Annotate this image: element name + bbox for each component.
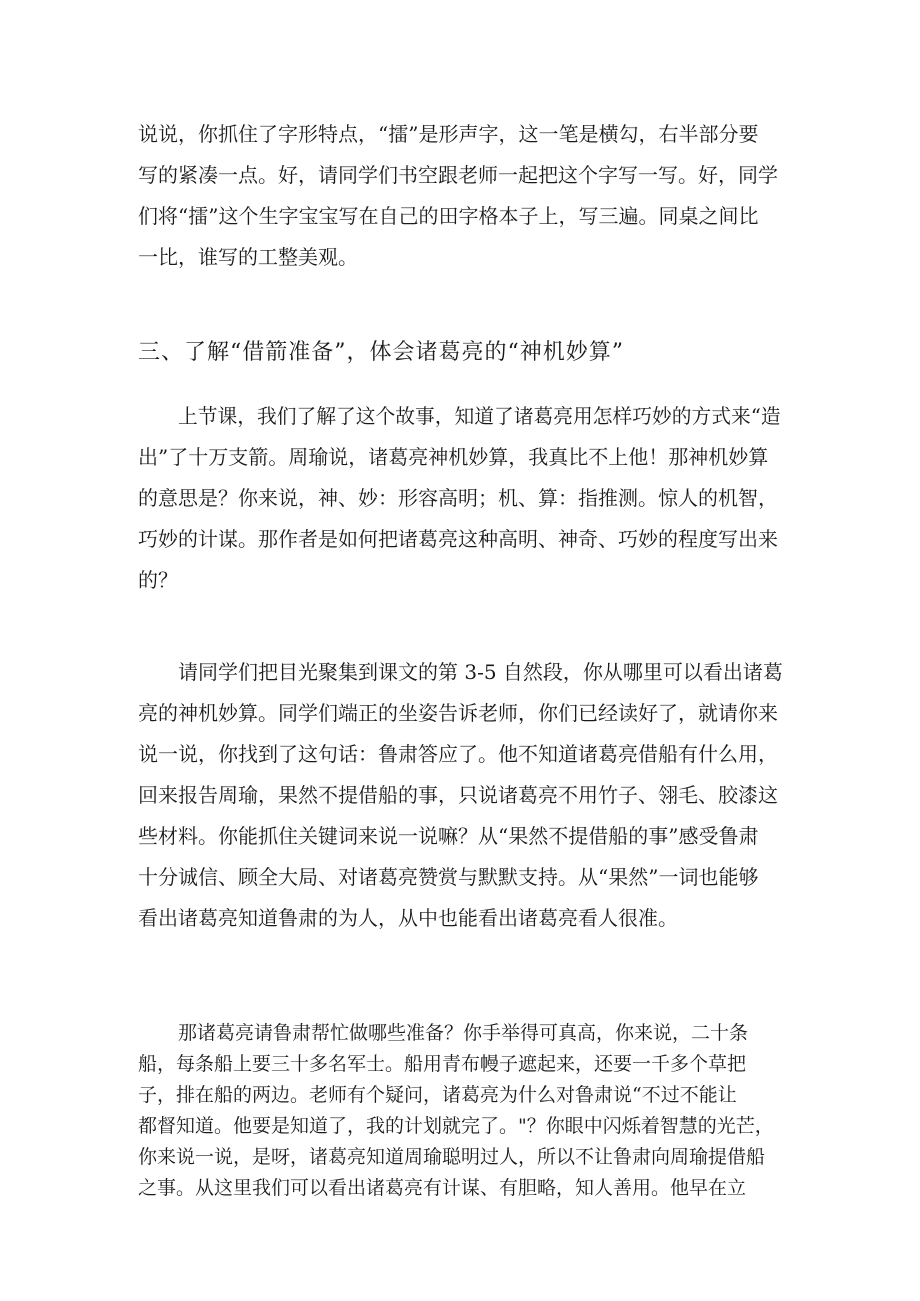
text-line: 十分诚信、顾全大局、对诸葛亮赞赏与默默支持。从“果然”一词也能够 bbox=[138, 865, 759, 889]
text-line: 都督知道。他要是知道了，我的计划就完了。"？你眼中闪烁着智慧的光芒， bbox=[138, 1115, 774, 1137]
text-line: 那诸葛亮请鲁肃帮忙做哪些准备？你手举得可真高，你来说，二十条 bbox=[178, 1022, 749, 1044]
text-line: 子，排在船的两边。老师有个疑问，诸葛亮为什么对鲁肃说“不过不能让 bbox=[138, 1084, 737, 1106]
text-line: 上节课，我们了解了这个故事，知道了诸葛亮用怎样巧妙的方式来“造 bbox=[178, 405, 781, 428]
text-line: 你来说一说，是呀，诸葛亮知道周瑜聪明过人，所以不让鲁肃向周瑜提借船 bbox=[138, 1146, 766, 1168]
text-line: 们将“擂”这个生字宝宝写在自己的田字格本子上，写三遍。同桌之间比 bbox=[138, 204, 759, 228]
text-line: 写的紧凑一点。好，请同学们书空跟老师一起把这个字写一写。好，同学 bbox=[138, 163, 778, 187]
text-line: 的意思是？你来说，神、妙：形容高明；机、算：指推测。惊人的机智， bbox=[138, 486, 778, 510]
text-line: 船，每条船上要三十多名军士。船用青布幔子遮起来，还要一千多个草把 bbox=[138, 1053, 747, 1075]
section-heading: 三、了解“借箭准备”，体会诸葛亮的“神机妙算” bbox=[138, 340, 624, 365]
paragraph-writing-practice bbox=[138, 114, 784, 278]
text-line: 之事。从这里我们可以看出诸葛亮有计谋、有胆略，知人善用。他早在立 bbox=[138, 1177, 747, 1199]
text-line: 一比，谁写的工整美观。 bbox=[138, 245, 358, 269]
text-line: 巧妙的计谋。那作者是如何把诸葛亮这种高明、神奇、巧妙的程度写出来 bbox=[138, 527, 778, 551]
paragraph-story-intro bbox=[138, 396, 784, 601]
text-line: 说一说，你找到了这句话：鲁肃答应了。他不知道诸葛亮借船有什么用， bbox=[138, 742, 778, 766]
text-line: 出”了十万支箭。周瑜说，诸葛亮神机妙算，我真比不上他！那神机妙算 bbox=[138, 445, 769, 469]
paragraph-lusu-analysis bbox=[138, 652, 784, 939]
text-line: 的？ bbox=[138, 568, 178, 592]
text-line: 看出诸葛亮知道鲁肃的为人，从中也能看出诸葛亮看人很准。 bbox=[138, 906, 678, 930]
paragraph-preparation bbox=[138, 1018, 784, 1204]
text-line: 回来报告周瑜，果然不提借船的事，只说诸葛亮不用竹子、翎毛、胶漆这 bbox=[138, 783, 778, 807]
text-line: 些材料。你能抓住关键词来说一说嘛？从“果然不提借船的事”感受鲁肃 bbox=[138, 824, 759, 848]
text-line: 说说，你抓住了字形特点，“擂”是形声字，这一笔是横勾，右半部分要 bbox=[138, 122, 759, 146]
text-line: 亮的神机妙算。同学们端正的坐姿告诉老师，你们已经读好了，就请你来 bbox=[138, 701, 778, 725]
text-line: 请同学们把目光聚集到课文的第 3-5 自然段，你从哪里可以看出诸葛 bbox=[178, 660, 783, 684]
